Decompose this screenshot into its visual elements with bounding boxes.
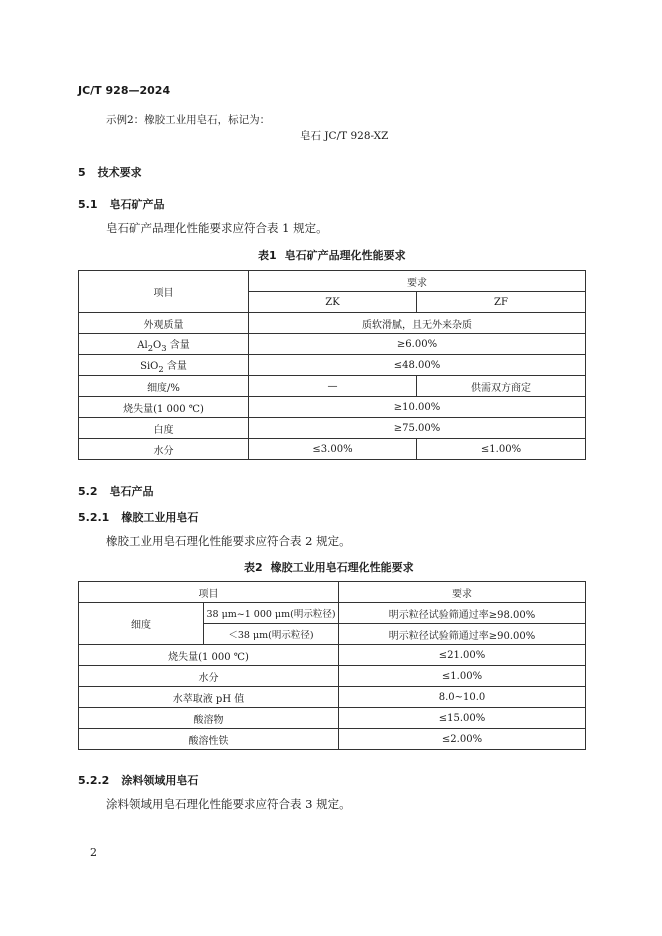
table1-cell-zk: — [249,376,417,397]
section-number: 5 [78,166,86,179]
table1-cell-item [79,355,249,376]
table1-cell-value: ≥6.00% [249,334,586,355]
table2-caption [244,559,414,575]
table2-cell-value: 明示粒径试验筛通过率≥90.00% [339,624,586,645]
section-5-2-1-heading [78,509,198,525]
table-row [79,355,586,376]
table-row [79,418,586,439]
table1-header-zk: ZK [249,292,417,313]
table-row [79,313,586,334]
table2-cell-item: 酸溶物 [79,708,339,729]
table1-cell-item: 白度 [79,418,249,439]
table2-cell-value: 8.0~10.0 [339,687,586,708]
section-5-1-heading [78,196,165,212]
table1-cell-item: 烧失量(1 000 ℃) [79,397,249,418]
table-row [79,397,586,418]
formula-part: 含量 [169,339,190,351]
document-code: JC/T 928—2024 [78,84,171,97]
table1-cell-item: 水分 [79,439,249,460]
table1-cell-zf: ≤1.00% [417,439,586,460]
section-5-2-1-paragraph: 橡胶工业用皂石理化性能要求应符合表 2 规定。 [106,534,351,548]
table-row [79,708,586,729]
section-title: 皂石产品 [109,485,154,498]
formula-subscript: 3 [161,342,167,353]
table2 [78,581,586,750]
section-5-heading [78,164,142,180]
table2-fineness-label: 细度 [79,603,204,645]
table1-caption [258,247,406,263]
table1 [78,270,586,460]
table1-header-item: 项目 [79,271,249,313]
table1-header-requirement: 要求 [249,271,586,292]
table2-cell-value: ≤1.00% [339,666,586,687]
table2-cell-value: 明示粒径试验筛通过率≥98.00% [339,603,586,624]
table2-fineness-range: ＜38 μm(明示粒径) [204,624,339,645]
table1-cell-zf: 供需双方商定 [417,376,586,397]
formula-part: SiO [140,360,159,372]
table-row [79,603,586,624]
section-5-2-2-heading [78,772,198,788]
example-mark: 皂石 JC/T 928-XZ [300,130,389,142]
table1-header-zf: ZF [417,292,586,313]
section-title: 皂石矿产品 [109,198,165,211]
section-number: 5.2.1 [78,511,110,524]
page-number: 2 [90,846,97,859]
table1-cell-value: ≥10.00% [249,397,586,418]
table-row [79,334,586,355]
table1-cell-item: 细度/% [79,376,249,397]
section-number: 5.2.2 [78,774,110,787]
formula-part: Al [137,339,148,351]
section-5-1-paragraph: 皂石矿产品理化性能要求应符合表 1 规定。 [106,221,328,235]
table1-cell-item [79,334,249,355]
section-title: 橡胶工业用皂石 [121,511,199,524]
table1-caption-number: 表1 [258,249,277,262]
formula-subscript: 2 [158,363,164,374]
table2-cell-item: 水萃取液 pH 值 [79,687,339,708]
table-row [79,376,586,397]
section-title: 技术要求 [97,166,142,179]
formula-part: O [153,339,162,351]
table-row [79,687,586,708]
table2-caption-number: 表2 [244,561,263,574]
table-row [79,729,586,750]
table2-caption-title: 橡胶工业用皂石理化性能要求 [270,561,414,574]
formula-subscript: 2 [147,342,154,353]
table2-header-requirement: 要求 [339,582,586,603]
table1-cell-value: 质软滑腻，且无外来杂质 [249,313,586,334]
section-5-2-heading [78,483,154,499]
section-5-2-2-paragraph: 涂料领域用皂石理化性能要求应符合表 3 规定。 [106,797,351,811]
table-row [79,645,586,666]
formula-part: 含量 [166,360,187,372]
table2-cell-item: 水分 [79,666,339,687]
table2-cell-item: 酸溶性铁 [79,729,339,750]
table1-cell-value: ≤48.00% [249,355,586,376]
section-title: 涂料领域用皂石 [121,774,199,787]
table1-caption-title: 皂石矿产品理化性能要求 [284,249,406,262]
table-row [79,666,586,687]
section-number: 5.2 [78,485,98,498]
section-number: 5.1 [78,198,98,211]
table1-cell-zk: ≤3.00% [249,439,417,460]
table2-cell-value: ≤2.00% [339,729,586,750]
example-text: 示例2：橡胶工业用皂石，标记为： [106,114,271,126]
table1-cell-value: ≥75.00% [249,418,586,439]
table2-fineness-range: 38 μm~1 000 μm(明示粒径) [204,603,339,624]
table2-cell-value: ≤15.00% [339,708,586,729]
table2-cell-item: 烧失量(1 000 ℃) [79,645,339,666]
table-row [79,439,586,460]
table1-cell-item: 外观质量 [79,313,249,334]
table2-cell-value: ≤21.00% [339,645,586,666]
table2-header-item: 项目 [79,582,339,603]
